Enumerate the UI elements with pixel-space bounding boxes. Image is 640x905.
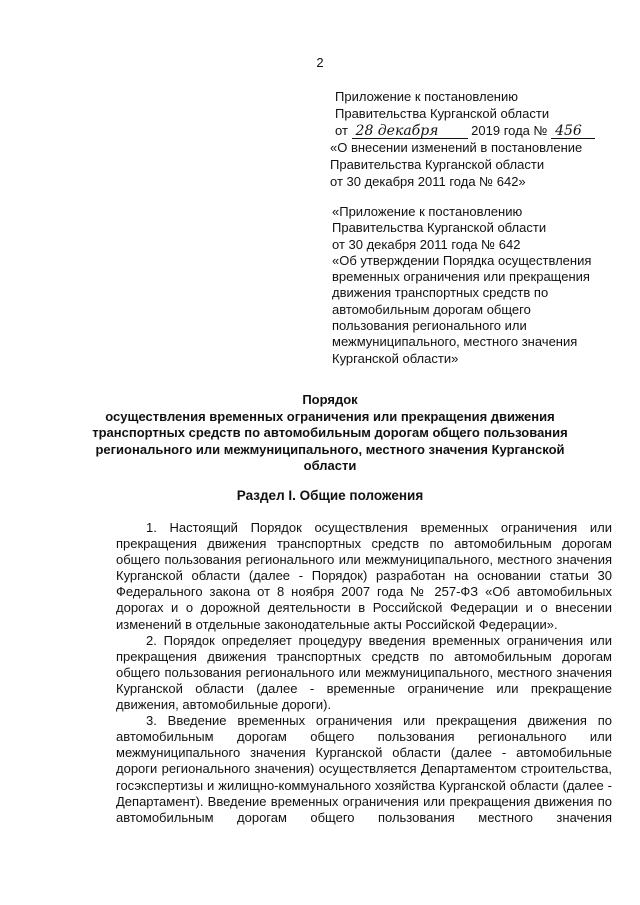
appendix2-line: «Об утверждении Порядка осуществления (332, 252, 592, 268)
appendix-line: Правительства Курганской области (330, 157, 545, 172)
appendix2-line: Курганской области» (332, 350, 459, 366)
appendix2-line: автомобильным дорогам общего (332, 301, 531, 317)
appendix2-line: временных ограничения или прекращения (332, 269, 590, 285)
title-line: области (303, 458, 357, 473)
document-body (116, 520, 612, 826)
handwritten-date: 28 декабря (352, 124, 468, 139)
title-line: транспортных средств по автомобильным дорогам общего пользования (92, 425, 568, 440)
title-line: Порядок (302, 392, 358, 407)
paragraph: 2. Порядок определяет процедуру введения временных ограничения или прекращения движения транспортных средств по автомобильным дорогам общего пользования регионального или межмуниципального, местного значения Курганской области (далее - временные ограничение или прекращение движения, автомобильные дороги). (116, 632, 612, 713)
appendix-header (330, 88, 620, 190)
appendix-line: Правительства Курганской области (335, 106, 550, 121)
appendix2-line: движения транспортных средств по (332, 285, 549, 301)
title-line: осуществления временных ограничения или прекращения движения (105, 408, 555, 424)
appendix-line: от 30 декабря 2011 года № 642» (330, 174, 526, 189)
appendix-date-mid: 2019 года № (471, 123, 548, 138)
appendix2-line: Правительства Курганской области (332, 220, 547, 236)
appendix-line: Приложение к постановлению (335, 89, 518, 104)
appendix2-line: межмуниципального, местного значения (332, 334, 578, 350)
paragraph: 3. Введение временных ограничения или прекращения движения по автомобильным дорогам общего пользования регионального или межмуниципального значения Курганской области (далее - автомобильные дороги регионального значения) осуществляется Департаментом строительства, госэкспертизы и жилищно-коммунального хозяйства Курганской области (далее - Департамент). Введение временных ограничения или прекращения движения по автомобильным дорогам общего пользования местного значения (116, 713, 612, 825)
title-line: регионального или межмуниципального, местного значения Курганской (95, 441, 565, 457)
section-title: Раздел I. Общие положения (236, 488, 424, 503)
appendix-date-line (330, 122, 620, 139)
page-number: 2 (316, 55, 324, 70)
paragraph: 1. Настоящий Порядок осуществления временных ограничения или прекращения движения транспортных средств по автомобильным дорогам общего пользования регионального или межмуниципального, местного значения Курганской области (далее - Порядок) разработан на основании статьи 30 Федерального закона от 8 ноября 2007 года № 257-ФЗ «Об автомобильных дорогах и о дорожной деятельности в Российской Федерации и о внесении изменений в отдельные законодательные акты Российской Федерации». (116, 520, 612, 632)
appendix-date-prefix: от (335, 123, 348, 138)
appendix2-line: «Приложение к постановлению (332, 204, 523, 219)
appendix2-line: от 30 декабря 2011 года № 642 (332, 236, 521, 252)
handwritten-number: 456 (551, 124, 595, 139)
original-appendix-header (332, 204, 622, 367)
appendix2-line: пользования регионального или (332, 318, 527, 334)
appendix-line: «О внесении изменений в постановление (330, 140, 583, 155)
document-title (60, 392, 600, 475)
